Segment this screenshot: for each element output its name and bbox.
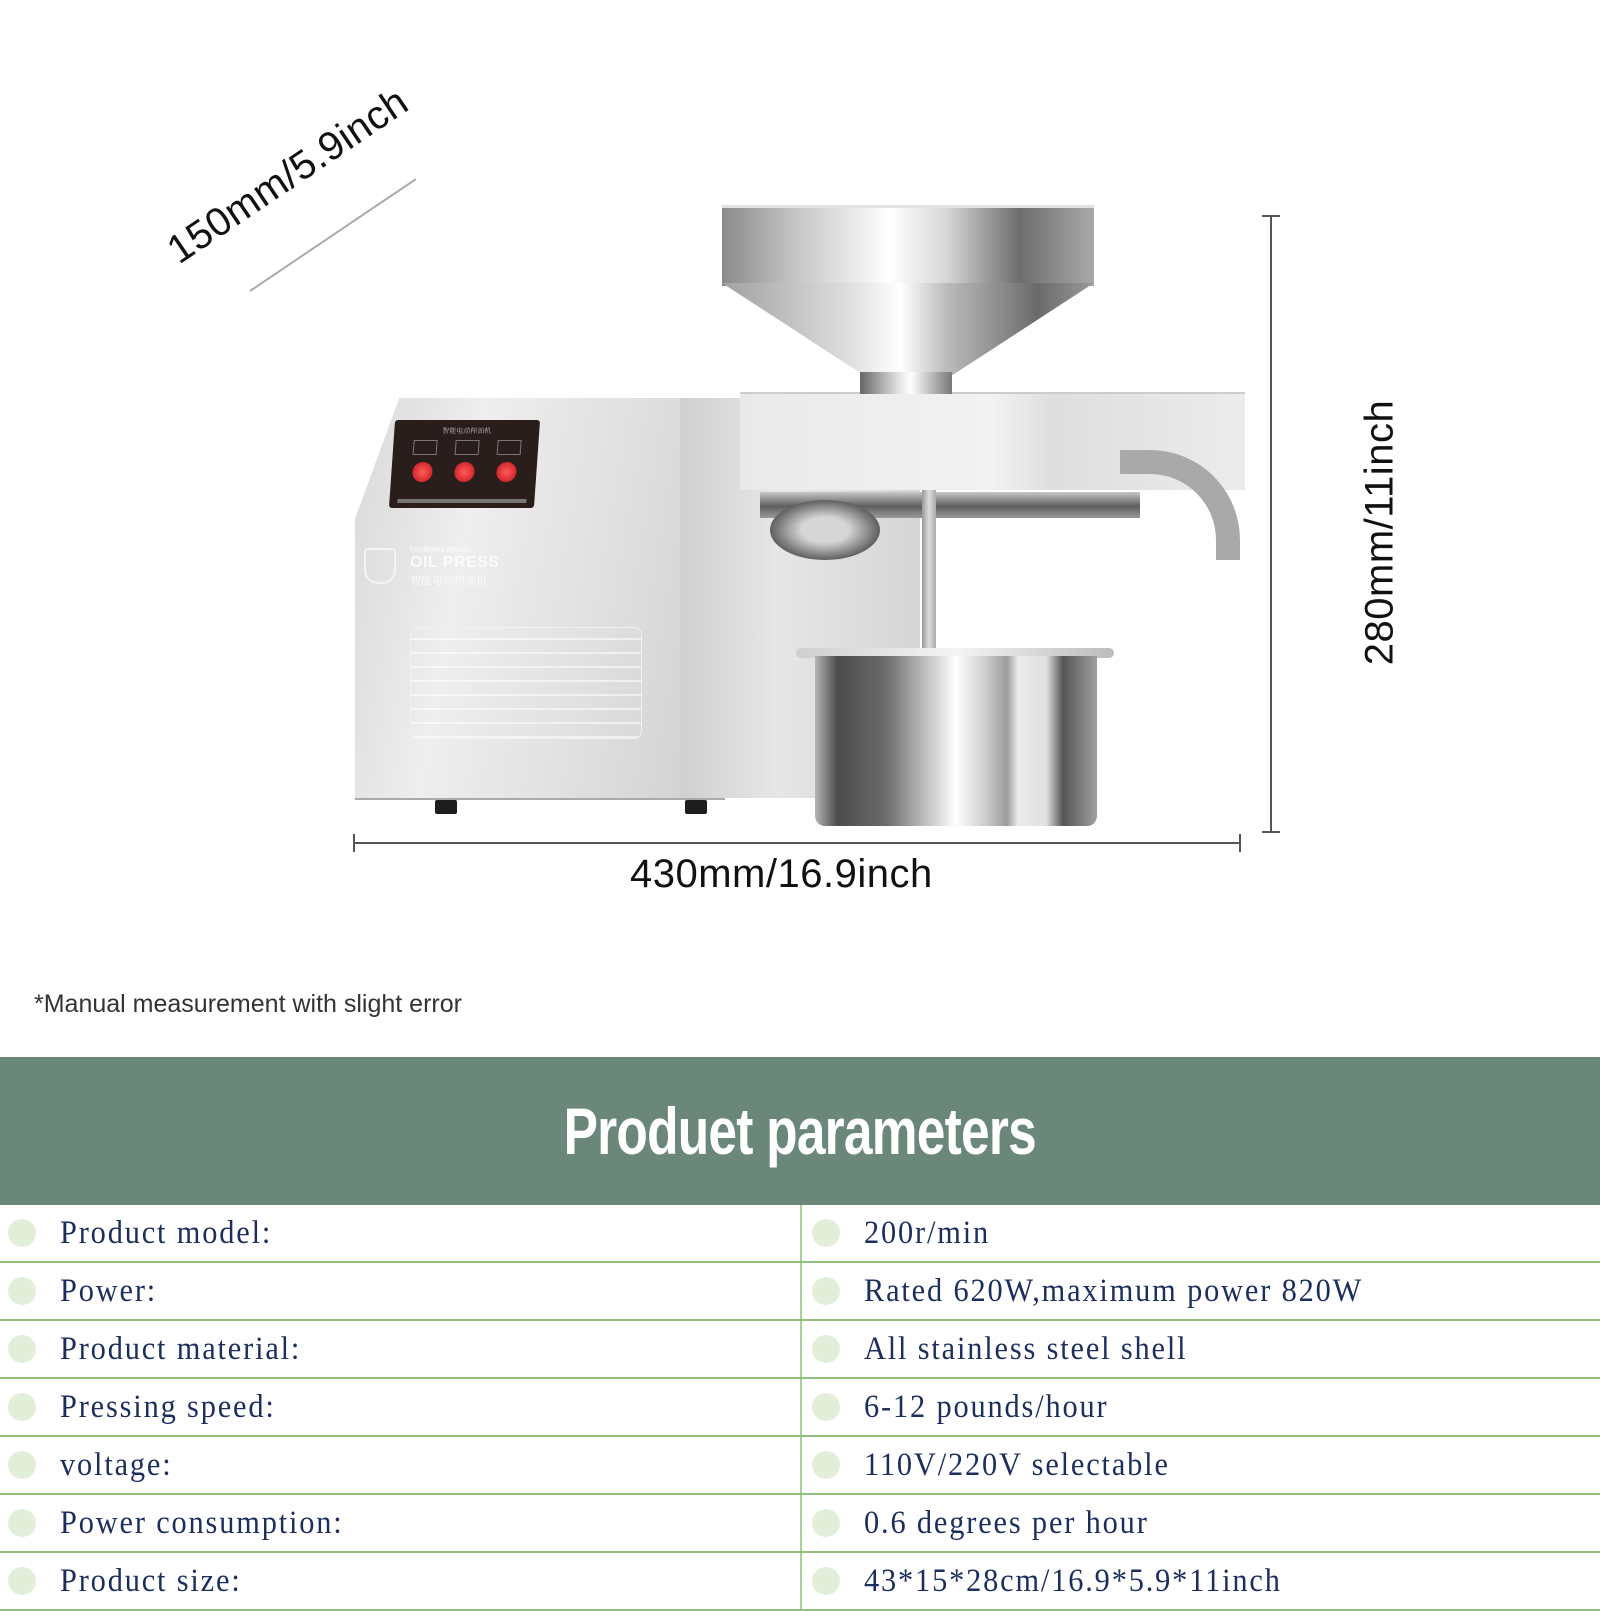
param-label: Power consumption:	[60, 1504, 344, 1541]
bullet-icon	[812, 1335, 840, 1363]
control-panel-title: 智能电动榨油机	[442, 427, 492, 435]
bowl-stand	[922, 490, 936, 650]
measurement-note: *Manual measurement with slight error	[34, 990, 462, 1018]
instruction-plate	[410, 627, 642, 739]
control-panel	[389, 420, 540, 508]
shield-logo-icon	[364, 548, 396, 584]
red-button-icon	[496, 462, 517, 482]
param-value: 6-12 pounds/hour	[864, 1388, 1109, 1425]
parameters-table	[0, 1205, 1600, 1600]
hopper-neck	[860, 372, 952, 394]
bullet-icon	[812, 1277, 840, 1305]
param-label: Pressing speed:	[60, 1388, 276, 1425]
table-row	[0, 1437, 1600, 1495]
param-label: Product model:	[60, 1214, 273, 1251]
hopper-cone	[722, 283, 1094, 375]
machine-foot	[435, 800, 457, 814]
width-dimension-line	[353, 842, 1241, 844]
warning-strip	[397, 499, 526, 503]
height-tick-top	[1262, 215, 1280, 217]
param-label: voltage:	[60, 1446, 173, 1483]
brand-label	[410, 545, 500, 588]
bullet-icon	[812, 1393, 840, 1421]
width-tick-left	[353, 834, 355, 852]
bullet-icon	[8, 1509, 36, 1537]
table-row	[0, 1553, 1600, 1611]
height-dimension-label: 280mm/11inch	[1357, 399, 1402, 666]
switch-label-3	[497, 440, 522, 455]
bullet-icon	[8, 1451, 36, 1479]
red-button-icon	[412, 462, 433, 482]
bullet-icon	[8, 1393, 36, 1421]
width-dimension-label: 430mm/16.9inch	[630, 852, 933, 896]
bullet-icon	[812, 1509, 840, 1537]
height-dimension-line	[1270, 215, 1272, 833]
hopper	[722, 205, 1094, 286]
bullet-icon	[8, 1567, 36, 1595]
parameters-title: Produet parameters	[563, 1094, 1037, 1168]
switch-label-2	[455, 440, 480, 455]
table-row	[0, 1205, 1600, 1263]
width-tick-right	[1239, 834, 1241, 852]
red-button-icon	[454, 462, 475, 482]
param-label: Product material:	[60, 1330, 302, 1367]
height-tick-bottom	[1262, 831, 1280, 833]
bullet-icon	[812, 1567, 840, 1595]
brand-tagline: Intelligent electric	[410, 545, 472, 554]
table-row	[0, 1379, 1600, 1437]
machine-foot	[685, 800, 707, 814]
table-row	[0, 1495, 1600, 1553]
bullet-icon	[8, 1335, 36, 1363]
bullet-icon	[812, 1219, 840, 1247]
oil-bowl	[815, 656, 1097, 826]
switch-label-1	[413, 440, 438, 455]
bullet-icon	[8, 1277, 36, 1305]
param-value: Rated 620W,maximum power 820W	[864, 1272, 1364, 1309]
brand-chinese: 智能电动榨油机	[410, 575, 487, 587]
bullet-icon	[8, 1219, 36, 1247]
depth-dimension-label: 150mm/5.9inch	[159, 79, 417, 273]
bullet-icon	[812, 1451, 840, 1479]
press-wheel	[770, 500, 880, 560]
param-label: Product size:	[60, 1562, 242, 1599]
param-value: 200r/min	[864, 1214, 991, 1251]
table-row	[0, 1263, 1600, 1321]
param-label: Power:	[60, 1272, 158, 1309]
param-value: 0.6 degrees per hour	[864, 1504, 1149, 1541]
param-value: 110V/220V selectable	[864, 1446, 1170, 1483]
parameters-banner	[0, 1057, 1600, 1205]
brand-name: OIL PRESS	[410, 554, 500, 571]
param-value: 43*15*28cm/16.9*5.9*11inch	[864, 1562, 1282, 1599]
table-row	[0, 1321, 1600, 1379]
param-value: All stainless steel shell	[864, 1330, 1188, 1367]
